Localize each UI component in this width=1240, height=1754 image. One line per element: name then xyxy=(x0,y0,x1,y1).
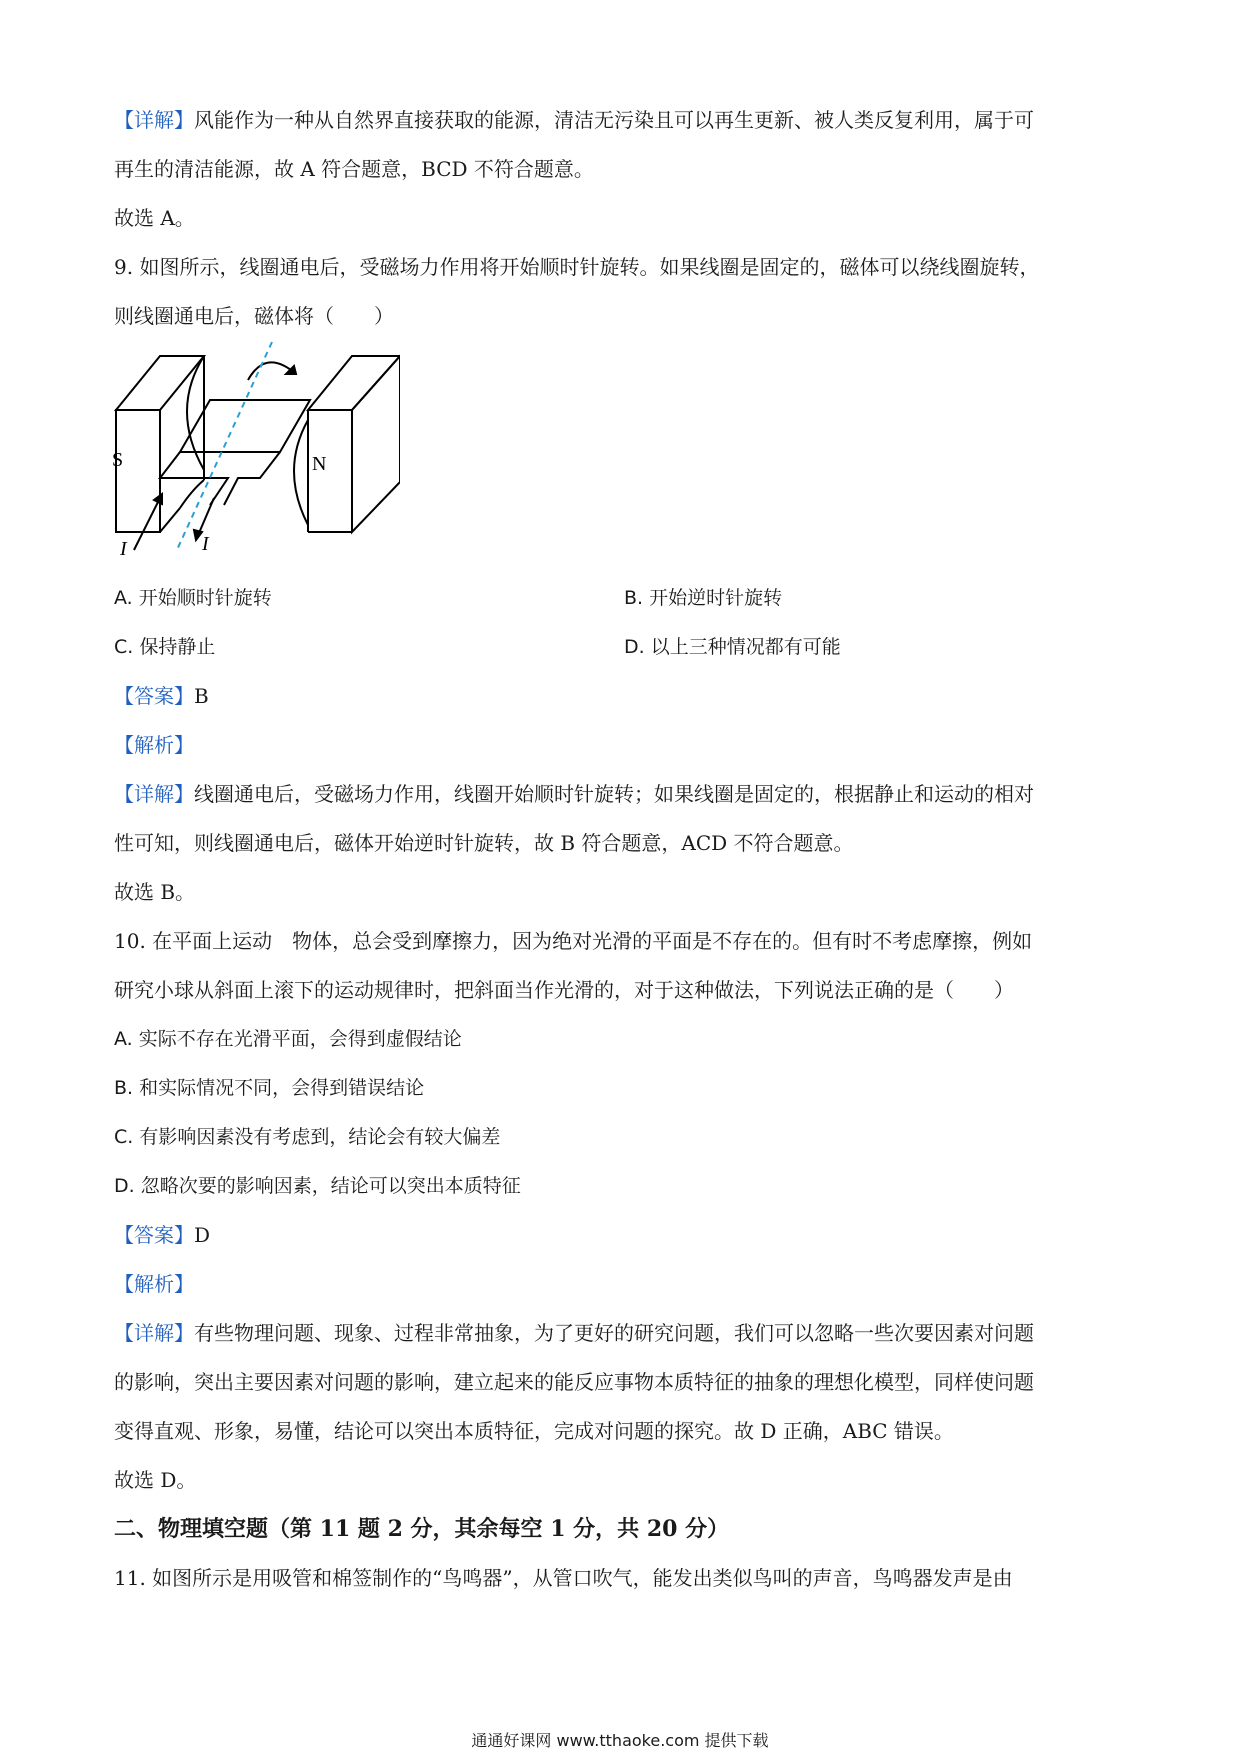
left-magnet-front xyxy=(116,410,160,532)
detail-label: 【详解】 xyxy=(114,108,194,132)
q9-option-b: B. 开始逆时针旋转 xyxy=(624,587,783,609)
q10-detail-line1: 【详解】有些物理问题、现象、过程非常抽象，为了更好的研究问题，我们可以忽略一些次要因素对问题 xyxy=(114,1321,1034,1345)
q9-option-a: A. 开始顺时针旋转 xyxy=(114,587,272,609)
q9-option-c: C. 保持静止 xyxy=(114,636,216,658)
q10-stem-line1: 10. 在平面上运动 物体，总会受到摩擦力，因为绝对光滑的平面是不存在的。但有时不考虑摩擦，例如 xyxy=(114,929,1033,953)
q10-detail-line3: 变得直观、形象，易懂，结论可以突出本质特征，完成对问题的探究。故 D 正确，ABC 错误。 xyxy=(114,1419,954,1443)
q10-analysis-label: 【解析】 xyxy=(114,1272,194,1296)
detail-label: 【详解】 xyxy=(114,782,194,806)
answer-value: D xyxy=(194,1223,211,1247)
detail-label: 【详解】 xyxy=(114,1321,194,1345)
q9-motor-figure xyxy=(100,340,400,570)
q9-option-d: D. 以上三种情况都有可能 xyxy=(624,636,841,658)
q8-detail-line2: 再生的清洁能源，故 A 符合题意，BCD 不符合题意。 xyxy=(114,157,594,181)
q10-option-c: C. 有影响因素没有考虑到，结论会有较大偏差 xyxy=(114,1126,501,1148)
q9-stem-line1: 9. 如图所示，线圈通电后，受磁场力作用将开始顺时针旋转。如果线圈是固定的，磁体可以绕线圈旋转， xyxy=(114,255,1040,279)
current-label-right: I xyxy=(202,533,209,555)
page-footer: 通通好课网 www.tthaoke.com 提供下载 xyxy=(471,1731,769,1750)
q9-stem-line2: 则线圈通电后，磁体将（ ） xyxy=(114,304,394,328)
answer-label: 【答案】 xyxy=(114,684,194,708)
q9-conclusion: 故选 B。 xyxy=(114,880,196,904)
q8-detail-line1: 【详解】风能作为一种从自然界直接获取的能源，清洁无污染且可以再生更新、被人类反复利用，属于可 xyxy=(114,108,1034,132)
q10-detail-line2: 的影响，突出主要因素对问题的影响，建立起来的能反应事物本质特征的抽象的理想化模型，同样使问题 xyxy=(114,1370,1034,1394)
q8-conclusion: 故选 A。 xyxy=(114,206,195,230)
pole-s-label: S xyxy=(112,449,124,471)
q10-answer xyxy=(114,1221,210,1249)
q10-option-b: B. 和实际情况不同，会得到错误结论 xyxy=(114,1077,425,1099)
q9-detail-line1: 【详解】线圈通电后，受磁场力作用，线圈开始顺时针旋转；如果线圈是固定的，根据静止和运动的相对 xyxy=(114,782,1034,806)
coil xyxy=(180,400,310,452)
answer-value: B xyxy=(194,684,209,708)
current-label-left: I xyxy=(120,538,127,560)
q9-analysis-label: 【解析】 xyxy=(114,733,194,757)
q10-conclusion: 故选 D。 xyxy=(114,1468,197,1492)
q11-stem-line1: 11. 如图所示是用吸管和棉签制作的“鸟鸣器”，从管口吹气，能发出类似鸟叫的声音，鸟鸣器发声是由 xyxy=(114,1566,1013,1590)
answer-label: 【答案】 xyxy=(114,1223,194,1247)
q9-answer xyxy=(114,682,209,710)
q10-option-a: A. 实际不存在光滑平面，会得到虚假结论 xyxy=(114,1028,462,1050)
q10-option-d: D. 忽略次要的影响因素，结论可以突出本质特征 xyxy=(114,1175,521,1197)
right-magnet-top xyxy=(308,356,400,410)
q10-stem-line2: 研究小球从斜面上滚下的运动规律时，把斜面当作光滑的，对于这种做法，下列说法正确的是（ ） xyxy=(114,978,1014,1002)
section-heading: 二、物理填空题（第 11 题 2 分，其余每空 1 分，共 20 分） xyxy=(114,1516,730,1542)
q9-detail-line2: 性可知，则线圈通电后，磁体开始逆时针旋转，故 B 符合题意，ACD 不符合题意。 xyxy=(114,831,854,855)
pole-n-label: N xyxy=(312,453,327,475)
